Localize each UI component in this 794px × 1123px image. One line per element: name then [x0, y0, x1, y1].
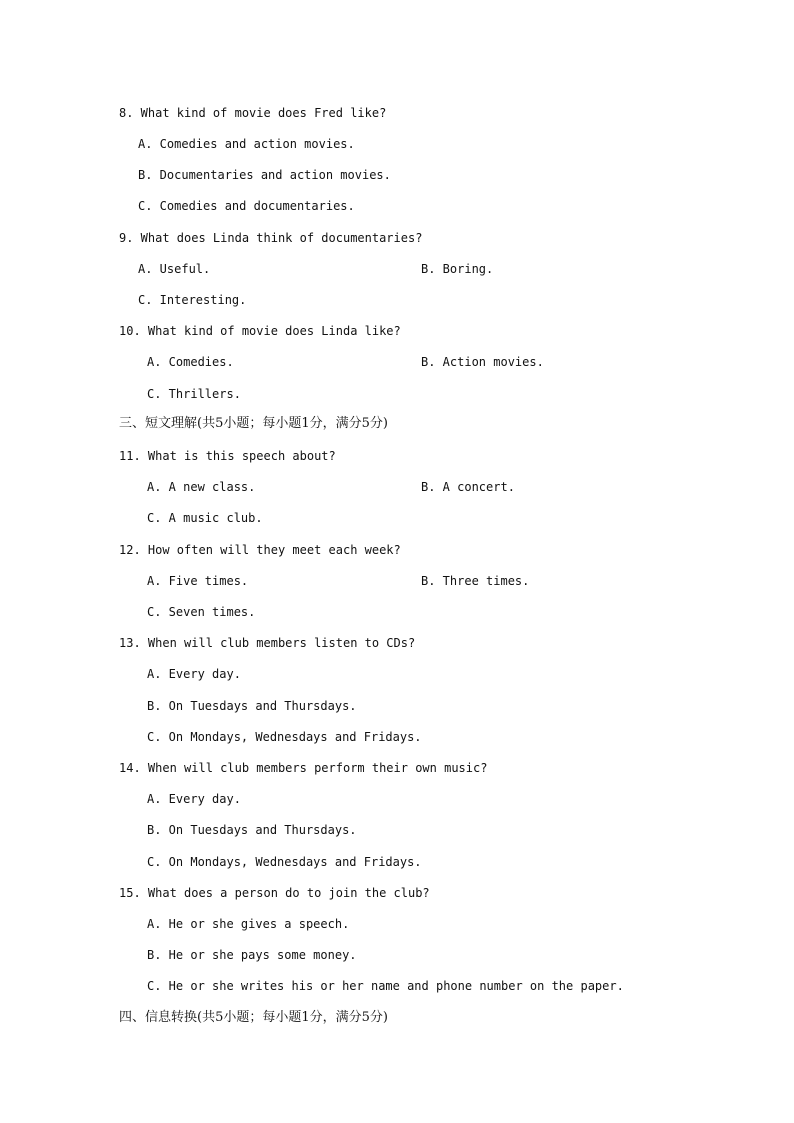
- option-9b: B. Boring.: [421, 262, 494, 276]
- option-9a: A. Useful.: [138, 262, 211, 276]
- option-8c: C. Comedies and documentaries.: [138, 199, 355, 213]
- option-15b: B. He or she pays some money.: [147, 948, 357, 962]
- option-11b: B. A concert.: [421, 480, 515, 494]
- option-12c: C. Seven times.: [147, 605, 256, 619]
- question-9: 9. What does Linda think of documentaries?: [119, 231, 423, 245]
- option-10a: A. Comedies.: [147, 355, 234, 369]
- option-14b: B. On Tuesdays and Thursdays.: [147, 823, 357, 837]
- option-8a: A. Comedies and action movies.: [138, 137, 355, 151]
- question-13: 13. When will club members listen to CDs?: [119, 636, 416, 650]
- section-4-heading: 四、信息转换(共5小题；每小题1分，满分5分): [119, 1010, 388, 1025]
- option-15a: A. He or she gives a speech.: [147, 917, 350, 931]
- option-12a: A. Five times.: [147, 574, 249, 588]
- option-10b: B. Action movies.: [421, 355, 544, 369]
- option-8b: B. Documentaries and action movies.: [138, 168, 391, 182]
- option-14a: A. Every day.: [147, 792, 241, 806]
- question-14: 14. When will club members perform their own music?: [119, 761, 488, 775]
- option-13b: B. On Tuesdays and Thursdays.: [147, 699, 357, 713]
- question-11: 11. What is this speech about?: [119, 449, 336, 463]
- question-15: 15. What does a person do to join the club?: [119, 886, 430, 900]
- option-10c: C. Thrillers.: [147, 387, 241, 401]
- option-11c: C. A music club.: [147, 511, 263, 525]
- option-9c: C. Interesting.: [138, 293, 247, 307]
- option-14c: C. On Mondays, Wednesdays and Fridays.: [147, 855, 422, 869]
- option-12b: B. Three times.: [421, 574, 530, 588]
- option-15c: C. He or she writes his or her name and phone number on the paper.: [147, 979, 624, 993]
- option-13c: C. On Mondays, Wednesdays and Fridays.: [147, 730, 422, 744]
- question-8: 8. What kind of movie does Fred like?: [119, 106, 387, 120]
- question-12: 12. How often will they meet each week?: [119, 543, 401, 557]
- question-10: 10. What kind of movie does Linda like?: [119, 324, 401, 338]
- option-11a: A. A new class.: [147, 480, 256, 494]
- option-13a: A. Every day.: [147, 667, 241, 681]
- section-3-heading: 三、短文理解(共5小题；每小题1分，满分5分): [119, 416, 388, 431]
